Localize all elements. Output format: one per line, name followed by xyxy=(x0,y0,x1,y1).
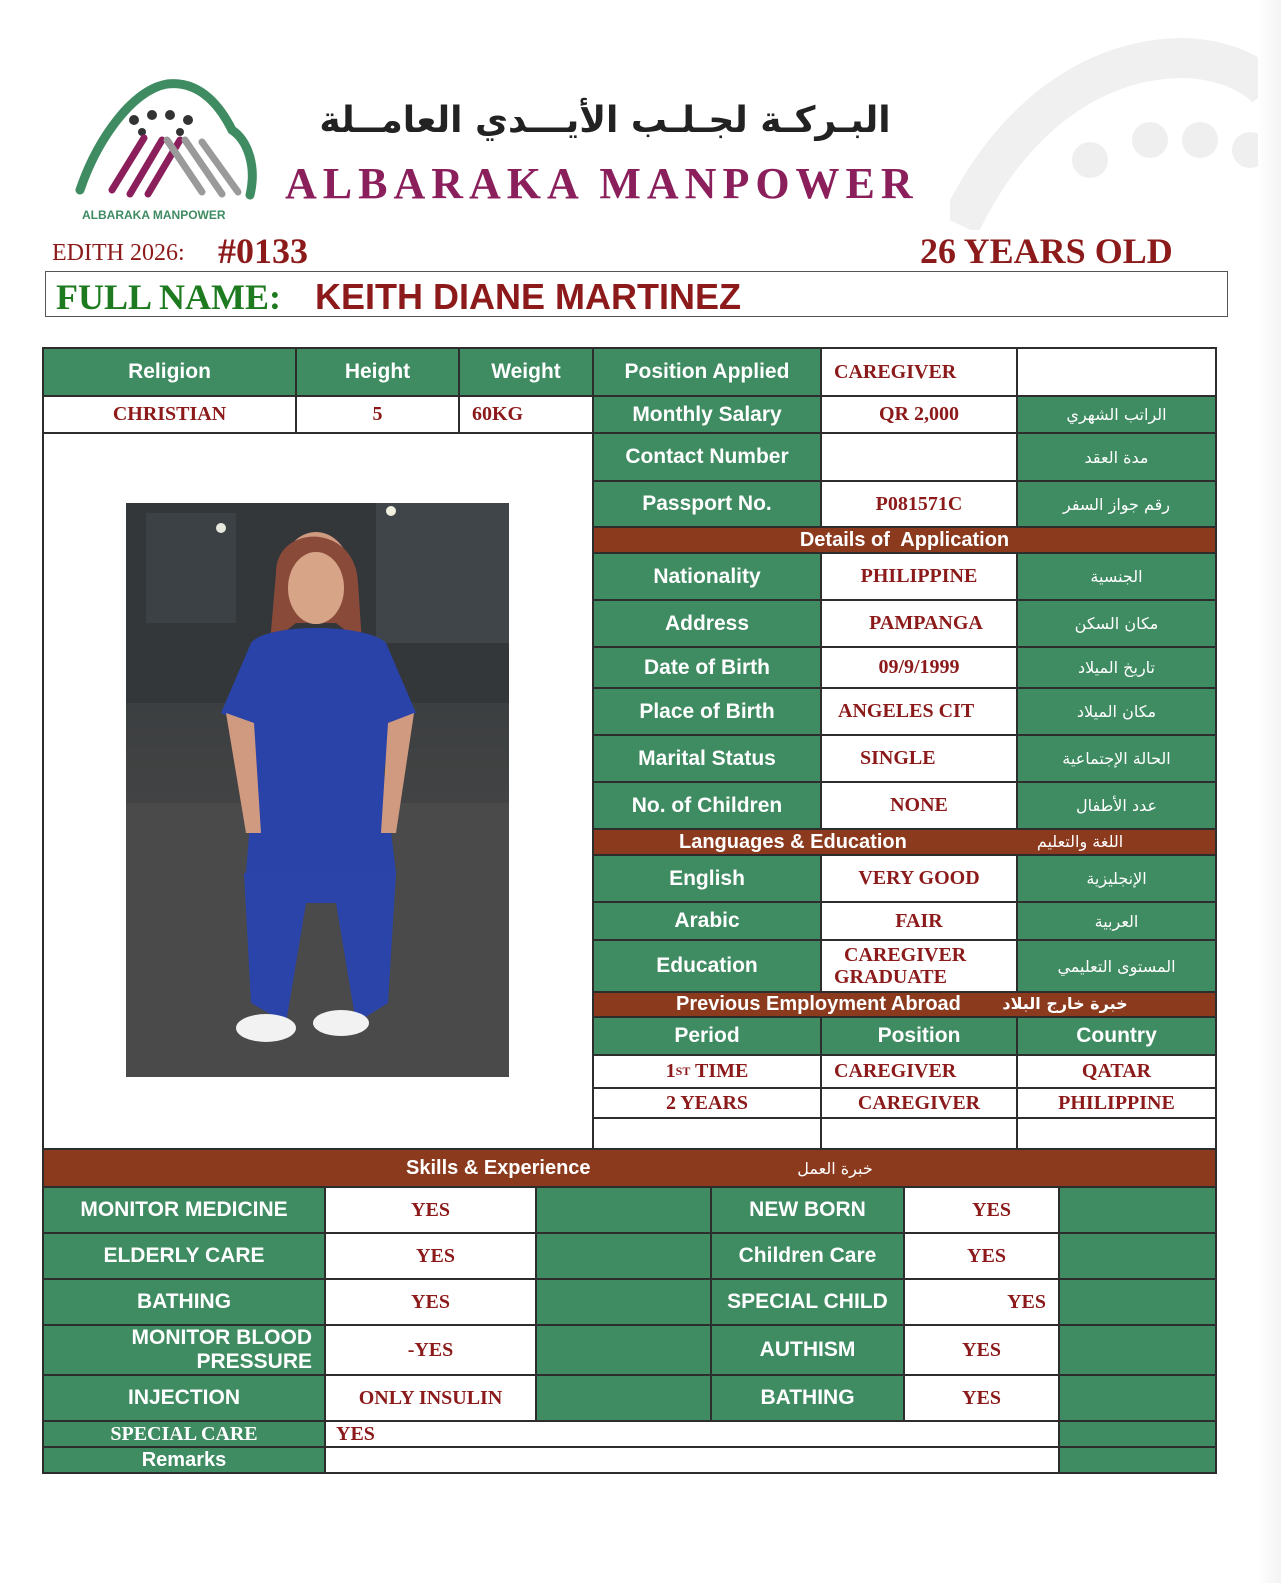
address-value: PAMPANGA xyxy=(821,600,1017,647)
marital-status-arabic: الحالة الإجتماعية xyxy=(1017,735,1216,782)
employment-row-2-period: 2 YEARS xyxy=(593,1088,821,1118)
nationality-label: Nationality xyxy=(593,553,821,600)
place-of-birth-value: ANGELES CIT xyxy=(821,688,1017,735)
watermark-logo-icon xyxy=(950,30,1270,230)
skills-section-title-bar xyxy=(43,1149,1216,1187)
education-arabic: المستوى التعليمي xyxy=(1017,940,1216,992)
children-value: NONE xyxy=(821,782,1017,829)
position-applied-label: Position Applied xyxy=(593,348,821,396)
monthly-salary-value: QR 2,000 xyxy=(821,396,1017,433)
education-value-line2: GRADUATE xyxy=(834,966,947,988)
employment-row-3-period xyxy=(593,1118,821,1149)
position-applied-value: CAREGIVER xyxy=(821,348,1017,396)
place-of-birth-label: Place of Birth xyxy=(593,688,821,735)
employment-section-title-arabic: خبرة خارج البلاد xyxy=(1002,994,1128,1013)
brand-english-name: ALBARAKA MANPOWER xyxy=(285,159,919,208)
employment-position-header: Position xyxy=(821,1017,1017,1055)
skill-right-4-extra xyxy=(1059,1325,1216,1375)
arabic-value: FAIR xyxy=(821,902,1017,940)
skill-right-3-extra xyxy=(1059,1279,1216,1325)
skill-right-3-label: SPECIAL CHILD xyxy=(711,1279,904,1325)
marital-status-label: Marital Status xyxy=(593,735,821,782)
education-value xyxy=(821,940,1017,992)
remarks-value xyxy=(325,1447,1059,1473)
details-section-title: Details of Application xyxy=(593,527,1216,553)
skill-right-3-value: YES xyxy=(904,1279,1059,1325)
employment-row-2-country: PHILIPPINE xyxy=(1017,1088,1216,1118)
skill-right-1-value: YES xyxy=(904,1187,1059,1233)
english-value: VERY GOOD xyxy=(821,855,1017,902)
skill-right-5-extra xyxy=(1059,1375,1216,1421)
employment-row-3-position xyxy=(821,1118,1017,1149)
special-care-value: YES xyxy=(325,1421,1059,1447)
skill-left-2-value: YES xyxy=(325,1233,536,1279)
passport-label: Passport No. xyxy=(593,481,821,527)
position-applied-blank xyxy=(1017,348,1216,396)
skill-right-2-extra xyxy=(1059,1233,1216,1279)
age: 26 YEARS OLD xyxy=(920,231,1173,271)
skill-left-2-extra xyxy=(536,1233,711,1279)
passport-arabic: رقم جواز السفر xyxy=(1017,481,1216,527)
employment-row-2-position: CAREGIVER xyxy=(821,1088,1017,1118)
passport-value: P081571C xyxy=(821,481,1017,527)
employment-section-title: Previous Employment Abroad xyxy=(676,993,961,1015)
monthly-salary-label: Monthly Salary xyxy=(593,396,821,433)
contact-number-value xyxy=(821,433,1017,481)
monthly-salary-arabic: الراتب الشهري xyxy=(1017,396,1216,433)
skill-left-4-label-line1: MONITOR BLOOD xyxy=(131,1326,312,1349)
children-arabic: عدد الأطفال xyxy=(1017,782,1216,829)
skill-right-2-value: YES xyxy=(904,1233,1059,1279)
weight-value: 60KG xyxy=(459,396,593,433)
employment-row-1-position: CAREGIVER xyxy=(821,1055,1017,1088)
logo-caption: ALBARAKA MANPOWER xyxy=(82,208,226,222)
date-of-birth-arabic: تاريخ الميلاد xyxy=(1017,647,1216,688)
date-of-birth-label: Date of Birth xyxy=(593,647,821,688)
languages-section-title-arabic: اللغة والتعليم xyxy=(1036,832,1124,851)
employment-row-3-country xyxy=(1017,1118,1216,1149)
page-edge-shadow xyxy=(1258,0,1281,1583)
country-header: Country xyxy=(1017,1017,1216,1055)
full-name-label: FULL NAME: xyxy=(56,277,281,317)
full-name: KEITH DIANE MARTINEZ xyxy=(315,276,741,317)
skills-section-title-arabic: خبرة العمل xyxy=(797,1159,873,1178)
skill-right-5-label: BATHING xyxy=(711,1375,904,1421)
special-care-label: SPECIAL CARE xyxy=(43,1421,325,1447)
english-label: English xyxy=(593,855,821,902)
employment-row-1-period-main: 1 xyxy=(665,1060,676,1082)
brand-logo xyxy=(72,70,262,225)
special-care-extra xyxy=(1059,1421,1216,1447)
contract-period-arabic: مدة العقد xyxy=(1017,433,1216,481)
religion-header: Religion xyxy=(43,348,296,396)
brand-arabic-name: البـركـة لجـلـب الأيـــدي العامــلة xyxy=(319,100,891,141)
height-header: Height xyxy=(296,348,459,396)
skill-right-4-label: AUTHISM xyxy=(711,1325,904,1375)
skill-left-3-extra xyxy=(536,1279,711,1325)
skill-left-3-label: BATHING xyxy=(43,1279,325,1325)
education-label: Education xyxy=(593,940,821,992)
skill-left-5-value: ONLY INSULIN xyxy=(325,1375,536,1421)
skill-left-1-label: MONITOR MEDICINE xyxy=(43,1187,325,1233)
employment-row-1-period-rest: TIME xyxy=(690,1060,749,1082)
period-header: Period xyxy=(593,1017,821,1055)
employment-row-1-period xyxy=(593,1055,821,1088)
arabic-label: Arabic xyxy=(593,902,821,940)
portrait-photo xyxy=(126,503,509,1077)
contact-number-label: Contact Number xyxy=(593,433,821,481)
address-label: Address xyxy=(593,600,821,647)
skill-right-1-label: NEW BORN xyxy=(711,1187,904,1233)
reference-number: #0133 xyxy=(218,231,308,271)
nationality-arabic: الجنسية xyxy=(1017,553,1216,600)
skill-right-4-value: YES xyxy=(904,1325,1059,1375)
skill-left-5-label: INJECTION xyxy=(43,1375,325,1421)
skill-right-1-extra xyxy=(1059,1187,1216,1233)
children-label: No. of Children xyxy=(593,782,821,829)
english-arabic: الإنجليزية xyxy=(1017,855,1216,902)
edition-label: EDITH 2026: xyxy=(52,240,185,266)
skill-left-1-extra xyxy=(536,1187,711,1233)
skill-left-4-label-line2: PRESSURE xyxy=(196,1350,312,1373)
skill-left-1-value: YES xyxy=(325,1187,536,1233)
marital-status-value: SINGLE xyxy=(821,735,1017,782)
arabic-arabic: العربية xyxy=(1017,902,1216,940)
nationality-value: PHILIPPINE xyxy=(821,553,1017,600)
address-arabic: مكان السكن xyxy=(1017,600,1216,647)
religion-value: CHRISTIAN xyxy=(43,396,296,433)
skill-right-2-label: Children Care xyxy=(711,1233,904,1279)
skill-left-2-label: ELDERLY CARE xyxy=(43,1233,325,1279)
albaraka-logo-icon xyxy=(72,70,262,210)
date-of-birth-value: 09/9/1999 xyxy=(821,647,1017,688)
place-of-birth-arabic: مكان الميلاد xyxy=(1017,688,1216,735)
skill-left-4-label xyxy=(43,1325,325,1375)
skills-section-title: Skills & Experience xyxy=(406,1157,591,1179)
employment-row-1-period-sup: ST xyxy=(675,1064,691,1078)
skill-left-4-extra xyxy=(536,1325,711,1375)
skill-left-5-extra xyxy=(536,1375,711,1421)
height-value: 5 xyxy=(296,396,459,433)
employment-row-1-country: QATAR xyxy=(1017,1055,1216,1088)
education-value-line1: CAREGIVER xyxy=(844,944,967,966)
languages-section-title: Languages & Education xyxy=(679,831,907,853)
skill-left-3-value: YES xyxy=(325,1279,536,1325)
remarks-extra xyxy=(1059,1447,1216,1473)
skill-left-4-value: -YES xyxy=(325,1325,536,1375)
weight-header: Weight xyxy=(459,348,593,396)
remarks-label: Remarks xyxy=(43,1447,325,1473)
skill-right-5-value: YES xyxy=(904,1375,1059,1421)
